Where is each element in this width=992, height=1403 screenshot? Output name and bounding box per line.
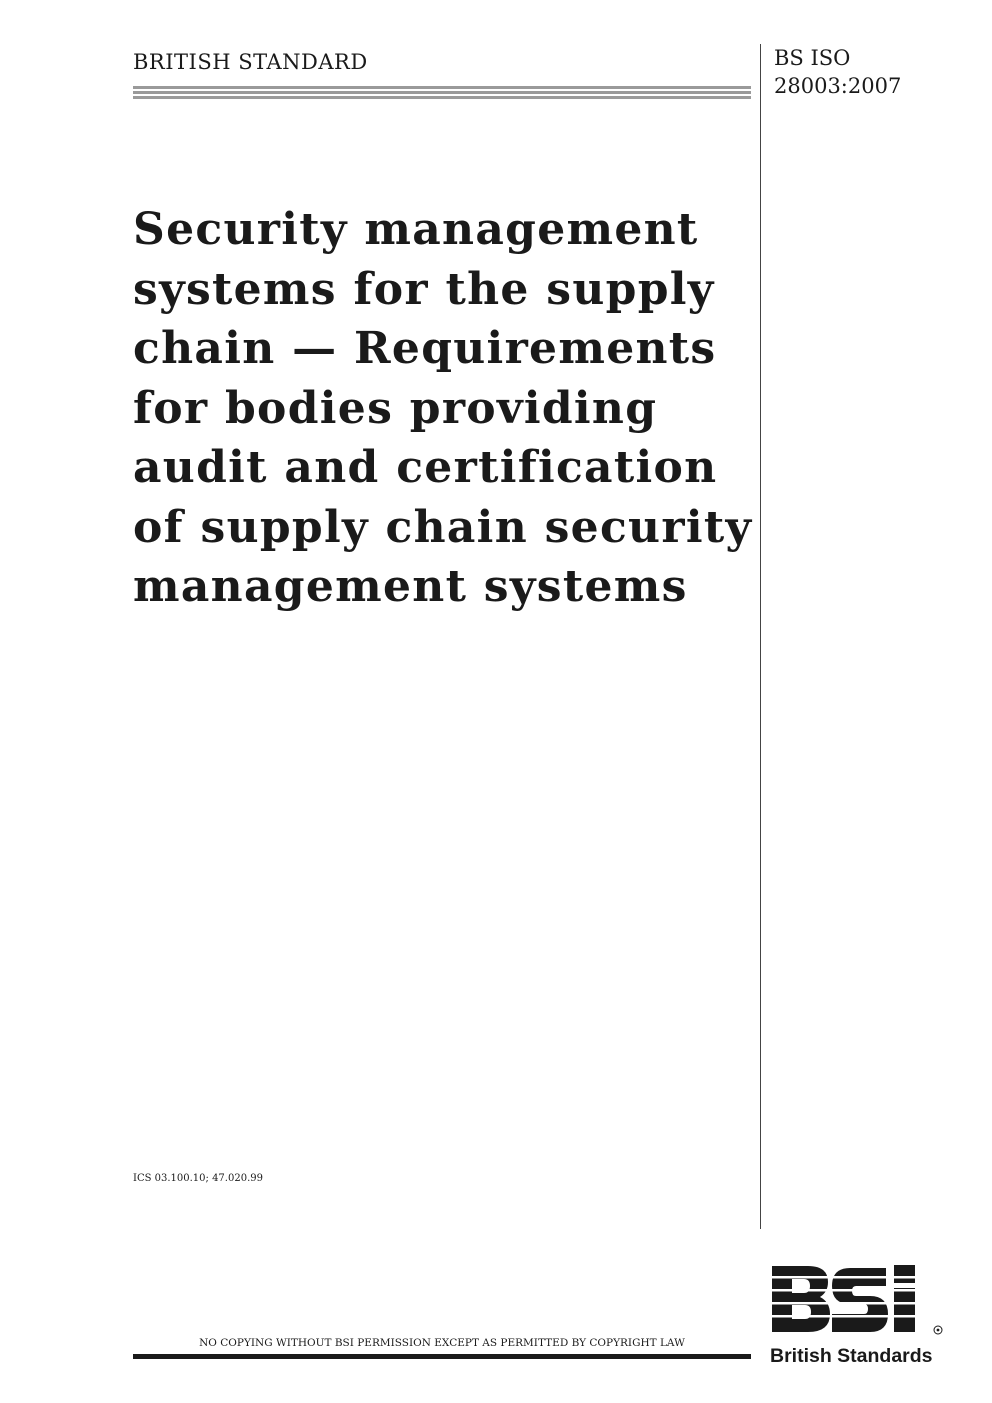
- copyright-notice: NO COPYING WITHOUT BSI PERMISSION EXCEPT AS PERMITTED BY COPYRIGHT LAW: [199, 1337, 685, 1349]
- title-line: chain — Requirements: [133, 323, 717, 374]
- title-line: systems for the supply: [133, 263, 715, 315]
- bsi-caption: British Standards: [770, 1345, 933, 1367]
- title-line: for bodies providing: [133, 382, 658, 434]
- standard-number-line2: 28003:2007: [774, 74, 902, 98]
- standard-number-line1: BS ISO: [774, 46, 851, 70]
- bsi-wordmark: [770, 1265, 942, 1334]
- title-line: audit and certification: [133, 442, 718, 493]
- title-line: of supply chain security: [133, 501, 753, 553]
- header-rule-line: [133, 86, 751, 89]
- header-label: BRITISH STANDARD: [133, 50, 368, 74]
- bottom-rule: [133, 1354, 751, 1359]
- ics-code: ICS 03.100.10; 47.020.99: [133, 1173, 263, 1184]
- document-title: [133, 200, 753, 617]
- standard-number: [774, 44, 901, 100]
- bsi-logo: [770, 1262, 945, 1370]
- header-rule-line: [133, 91, 751, 94]
- header-rule-line: [133, 96, 751, 99]
- vertical-divider: [760, 44, 761, 1229]
- title-line: management systems: [133, 561, 688, 612]
- header-rule: [133, 86, 751, 101]
- title-line: Security management: [133, 204, 699, 255]
